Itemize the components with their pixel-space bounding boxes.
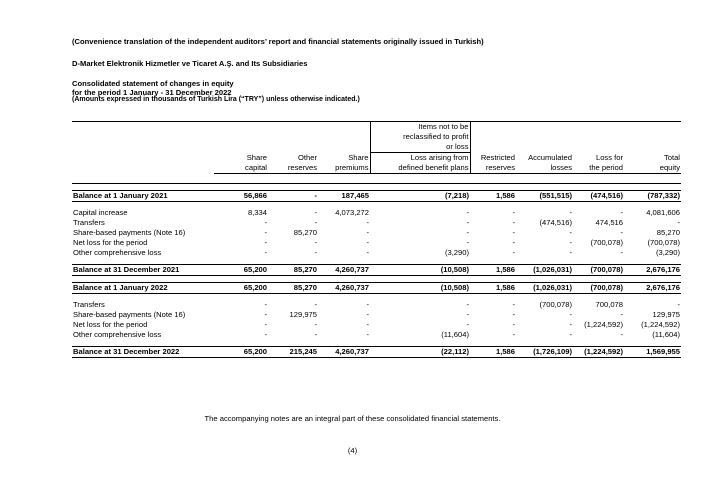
cell-value: - [264,320,267,329]
cell-value: - [620,330,623,339]
cell-value: - [512,300,515,309]
cell-value: (787,332) [624,191,681,202]
cell-value: 2,676,176 [624,283,681,294]
cell-value: (700,078) [539,300,572,309]
col-accumulated-losses-l1: Accumulated [528,153,572,162]
statement-title: Consolidated statement of changes in equity [72,79,234,88]
cell-value: (3,290) [444,248,469,257]
cell-value: (1,026,031) [516,265,573,276]
row-label: Net loss for the period [73,238,148,247]
group-header-line-1: Items not to be [370,122,470,133]
col-loss-for-period-l1: Loss for [595,153,623,162]
cell-value: - [569,310,572,319]
cell-value: - [569,208,572,217]
col-other-reserves-l2: reserves [268,163,318,174]
cell-value: (11,604) [652,330,680,339]
cell-value: (1,224,592) [573,347,624,358]
row-label: Balance at 31 December 2022 [72,347,214,358]
col-other-reserves-l1: Other [298,153,317,162]
row-label: Other comprehensive loss [73,248,162,257]
row-label: Transfers [73,218,105,227]
cell-value: - [366,300,369,309]
table-row [72,208,681,218]
table-row [72,238,681,248]
cell-value: 85,270 [268,283,318,294]
column-header-row-2 [72,163,681,174]
group-header-line-2: reclassified to profit [370,132,470,142]
cell-value: - [512,208,515,217]
cell-value: (1,726,109) [516,347,573,358]
cell-value: (551,515) [516,191,573,202]
cell-value: (1,026,031) [516,283,573,294]
cell-value: - [466,228,469,237]
cell-value: 4,260,737 [318,283,370,294]
cell-value: 215,245 [268,347,318,358]
row-label: Share-based payments (Note 16) [73,310,186,319]
cell-value: - [466,310,469,319]
cell-value: - [366,320,369,329]
cell-value: - [466,320,469,329]
cell-value: 1,586 [470,265,516,276]
cell-value: (700,078) [573,265,624,276]
balance-row [72,265,681,276]
cell-value: - [366,310,369,319]
column-header-row-1 [72,153,681,164]
company-name: D-Market Elektronik Hizmetler ve Ticaret A.Ş. and Its Subsidiaries [72,59,308,68]
translation-note: (Convenience translation of the independent auditors’ report and financial statements originally issued in Turkish) [72,37,484,46]
cell-value: 187,465 [318,191,370,202]
cell-value: - [314,248,317,257]
table-row [72,218,681,228]
cell-value: 4,260,737 [318,265,370,276]
cell-value: 65,200 [214,347,268,358]
cell-value: - [264,218,267,227]
cell-value: - [314,238,317,247]
group-header-line-3: or loss [370,142,470,153]
cell-value: (3,290) [655,248,680,257]
cell-value: - [366,228,369,237]
cell-value: - [512,310,515,319]
cell-value: 474,516 [595,218,623,227]
row-label: Net loss for the period [73,320,148,329]
cell-value: - [512,330,515,339]
col-accumulated-losses-l2: losses [516,163,573,174]
col-defined-benefit-l2: defined benefit plans [370,163,470,174]
cell-value: - [620,310,623,319]
cell-value: - [264,238,267,247]
cell-value: - [366,248,369,257]
cell-value: 129,975 [652,310,680,319]
cell-value: - [512,218,515,227]
col-share-premiums-l2: premiums [318,163,370,174]
cell-value: 85,270 [293,228,317,237]
cell-value: 4,260,737 [318,347,370,358]
cell-value: - [314,208,317,217]
cell-value: 65,200 [214,265,268,276]
cell-value: 85,270 [656,228,680,237]
cell-value: - [569,228,572,237]
cell-value: - [569,320,572,329]
cell-value: - [264,330,267,339]
cell-value: - [620,228,623,237]
row-label: Share-based payments (Note 16) [73,228,186,237]
cell-value: - [264,300,267,309]
cell-value: 65,200 [214,283,268,294]
cell-value: 1,586 [470,283,516,294]
cell-value: - [366,238,369,247]
cell-value: - [512,248,515,257]
cell-value: - [512,228,515,237]
col-share-capital-l1: Share [246,153,267,162]
cell-value: 700,078 [595,300,623,309]
cell-value: 4,073,272 [335,208,369,217]
cell-value: 2,676,176 [624,265,681,276]
cell-value: - [314,330,317,339]
footer-note: The accompanying notes are an integral part of these consolidated financial statements. [204,414,501,423]
table-row [72,228,681,238]
row-label: Balance at 1 January 2021 [72,191,214,202]
cell-value: - [366,330,369,339]
group-header-row-2 [72,132,681,142]
cell-value: - [466,300,469,309]
cell-value: - [314,320,317,329]
cell-value: (11,604) [441,330,469,339]
cell-value: (700,078) [647,238,680,247]
cell-value: (10,508) [370,283,470,294]
table-row [72,330,681,340]
changes-in-equity-table [72,121,681,358]
cell-value: 1,586 [470,191,516,202]
row-label: Balance at 31 December 2021 [72,265,214,276]
table-row [72,320,681,330]
col-total-equity-l2: equity [624,163,681,174]
cell-value: - [677,218,680,227]
table-row [72,310,681,320]
cell-value: - [677,300,680,309]
col-loss-for-period-l2: the period [573,163,624,174]
col-defined-benefit-l1: Loss arising from [370,153,470,164]
page-number: (4) [347,446,358,455]
cell-value: - [512,320,515,329]
col-total-equity-l1: Total [663,153,680,162]
cell-value: (700,078) [573,283,624,294]
cell-value: 85,270 [268,265,318,276]
cell-value: - [569,330,572,339]
cell-value: - [512,238,515,247]
group-header-row [72,122,681,133]
col-share-premiums-l1: Share [348,153,369,162]
cell-value: 129,975 [289,310,317,319]
cell-value: - [264,310,267,319]
cell-value: - [569,238,572,247]
balance-row [72,191,681,202]
balance-row [72,347,681,358]
balance-row [72,283,681,294]
cell-value: - [620,248,623,257]
group-header-row-3 [72,142,681,153]
cell-value: (474,516) [539,218,572,227]
cell-value: - [264,228,267,237]
cell-value: (1,224,592) [584,320,623,329]
cell-value: 1,569,955 [624,347,681,358]
cell-value: - [466,238,469,247]
col-share-capital-l2: capital [214,163,268,174]
cell-value: 8,334 [247,208,267,217]
cell-value: (474,516) [573,191,624,202]
cell-value: 4,081,606 [646,208,680,217]
cell-value: 56,866 [214,191,268,202]
cell-value: (7,218) [370,191,470,202]
cell-value: - [366,218,369,227]
cell-value: (22,112) [370,347,470,358]
cell-value: (1,224,592) [641,320,680,329]
cell-value: - [620,208,623,217]
cell-value: - [466,218,469,227]
cell-value: - [264,248,267,257]
cell-value: - [268,191,318,202]
amounts-note: (Amounts expressed in thousands of Turkish Lira (“TRY”) unless otherwise indicated.) [72,96,360,103]
row-label: Transfers [73,300,105,309]
table-row [72,300,681,310]
row-label: Other comprehensive loss [73,330,162,339]
cell-value: (10,508) [370,265,470,276]
cell-value: - [466,208,469,217]
row-label: Balance at 1 January 2022 [72,283,214,294]
row-label: Capital increase [73,208,128,217]
cell-value: - [314,218,317,227]
col-restricted-reserves-l1: Restricted [470,153,516,164]
cell-value: 1,586 [470,347,516,358]
table-row [72,248,681,258]
statement-period: for the period 1 January - 31 December 2022 [72,88,232,97]
cell-value: - [569,248,572,257]
cell-value: - [314,300,317,309]
col-restricted-reserves-l2: reserves [470,163,516,174]
cell-value: (700,078) [590,238,623,247]
